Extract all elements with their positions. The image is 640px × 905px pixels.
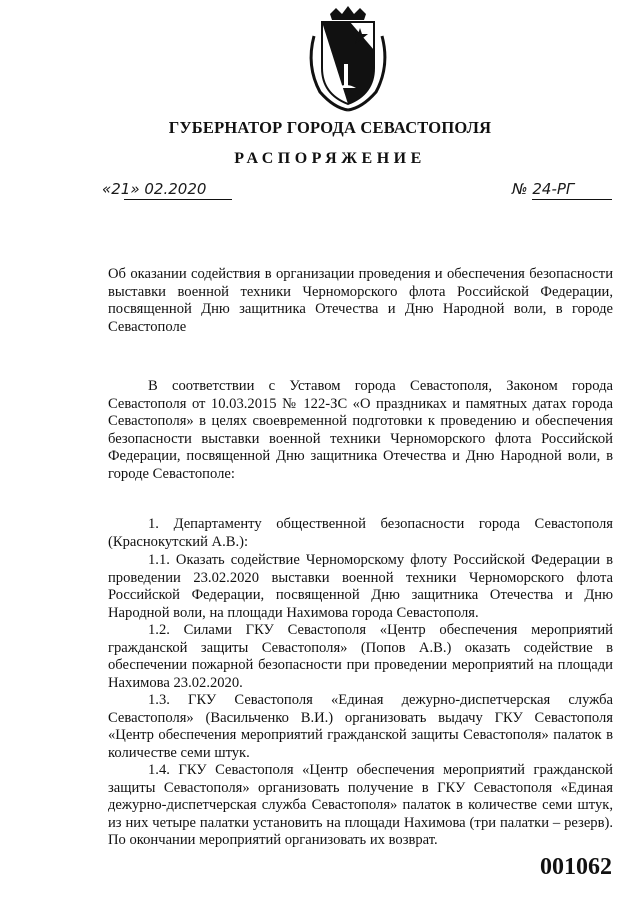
date-text: «21» 02.2020 <box>102 180 207 198</box>
item-1-1: 1.1. Оказать содействие Черноморскому флоту Российской Федерации в проведении 23.02.2020 выставки военной техники Черноморского флота Российской Федерации, посвященной Дню защитника Отечества и Дню Народной воли, на площади Нахимова города Севастополя. <box>108 552 613 621</box>
document-subject: Об оказании содействия в организации проведения и обеспечения безопасности выставки военной техники Черноморского флота Российской Федерации, посвященной Дню защитника Отечества и Дню Народной воли, в городе Севастополе <box>108 266 613 335</box>
registration-number: 001062 <box>540 854 612 880</box>
preamble: В соответствии с Уставом города Севастополя, Законом города Севастополя от 10.03.2015 № 122-ЗС «О праздниках и памятных датах города Севастополя» в целях своевременной подготовки к проведению и обеспечения безопасности выставки военной техники Черноморского флота Российской Федерации, посвященной Дню защитника Отечества и Дню Народной воли, в городе Севастополе: <box>108 378 613 482</box>
date-underline <box>124 199 232 200</box>
document-number <box>512 180 612 199</box>
governor-title: ГУБЕРНАТОР ГОРОДА СЕВАСТОПОЛЯ <box>168 118 492 137</box>
document-type: РАСПОРЯЖЕНИЕ <box>234 150 426 167</box>
number-text: № 24-РГ <box>512 180 575 198</box>
item-1-3: 1.3. ГКУ Севастополя «Единая дежурно-диспетчерская служба Севастополя» (Васильченко В.И.) организовать выдачу ГКУ Севастополя «Центр обеспечения мероприятий гражданской защиты Севастополя» палаток в количестве семи штук. <box>108 692 613 761</box>
item-1-4: 1.4. ГКУ Севастополя «Центр обеспечения мероприятий гражданской защиты Севастополя» организовать получение в ГКУ Севастополя «Единая дежурно-диспетчерская служба Севастополя» палаток в количестве семи штук, из них четыре палатки установить на площади Нахимова (три палатки – резерв). По окончании мероприятий организовать их возврат. <box>108 762 613 848</box>
item-1: 1. Департаменту общественной безопасности города Севастополя (Краснокутский А.В.): <box>108 516 613 550</box>
number-underline <box>532 199 612 200</box>
document-date <box>102 180 232 199</box>
item-1-2: 1.2. Силами ГКУ Севастополя «Центр обеспечения мероприятий гражданской защиты Севастополя» (Попов А.В.) оказать содействие в обеспечении пожарной безопасности при проведении мероприятий на площади Нахимова 23.02.2020. <box>108 622 613 691</box>
coat-of-arms-emblem <box>300 6 396 112</box>
